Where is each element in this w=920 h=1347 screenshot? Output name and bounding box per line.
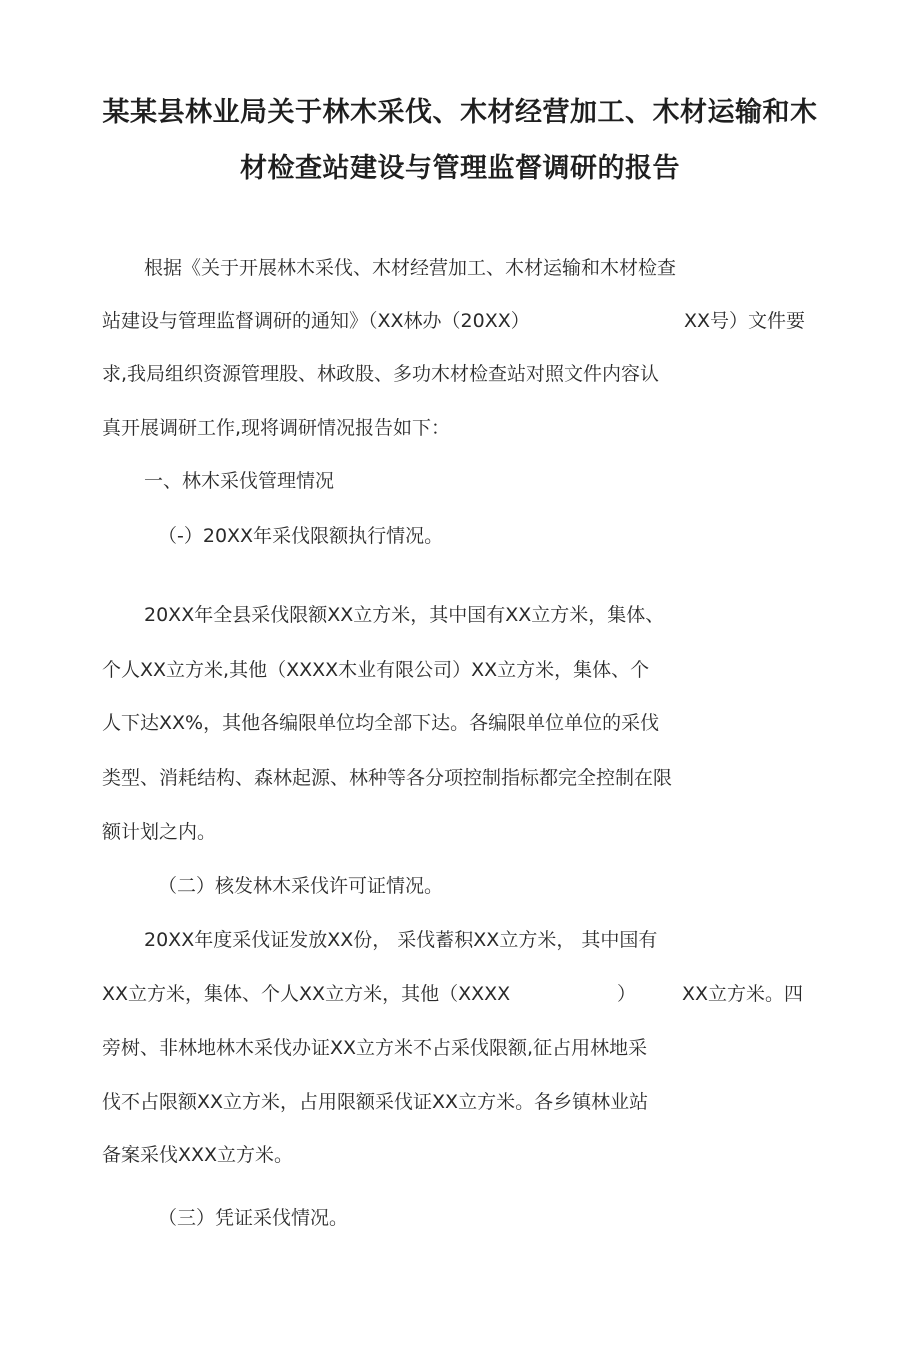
intro-line-1: 根据《关于开展林木采伐、木材经营加工、木材运输和木材检查: [144, 257, 677, 279]
sub1-line-2: 个人XX立方米,其他（XXXX木业有限公司）XX立方米，集体、个: [102, 659, 650, 681]
intro-line-4: 真开展调研工作,现将调研情况报告如下：: [102, 417, 451, 439]
sub1-line-4: 类型、消耗结构、森林起源、林种等各分项控制指标都完全控制在限: [102, 767, 673, 789]
sub2-line-2: [102, 982, 804, 1006]
intro-line-2-tail: XX号）文件要: [684, 310, 806, 332]
intro-line-3: 求,我局组织资源管理股、林政股、多功木材检查站对照文件内容认: [102, 363, 660, 385]
intro-line-2-text: 站建设与管理监督调研的通知》（XX林办（20XX）: [102, 310, 530, 332]
sub2-line-2-text: XX立方米，集体、个人XX立方米，其他（XXXX: [102, 983, 511, 1005]
document-title-line-2: 材检查站建设与管理监督调研的报告: [240, 153, 680, 184]
sub2-line-1: 20XX年度采伐证发放XX份， 采伐蓄积XX立方米， 其中国有: [144, 929, 658, 951]
intro-line-2: [102, 309, 806, 333]
sub2-line-4: 伐不占限额XX立方米，占用限额采伐证XX立方米。各乡镇林业站: [102, 1091, 649, 1113]
subsection-1-heading: （-）20XX年采伐限额执行情况。: [158, 525, 444, 547]
sub2-line-5: 备案采伐XXX立方米。: [102, 1144, 294, 1166]
sub1-line-5: 额计划之内。: [102, 821, 217, 843]
sub2-line-3: 旁树、非林地林木采伐办证XX立方米不占采伐限额,征占用林地采: [102, 1037, 648, 1059]
document-title-line-1: 某某县林业局关于林木采伐、木材经营加工、木材运输和木: [102, 97, 818, 128]
sub1-line-1: 20XX年全县采伐限额XX立方米，其中国有XX立方米，集体、: [144, 604, 665, 626]
subsection-3-heading: （三）凭证采伐情况。: [158, 1207, 349, 1229]
sub2-line-2-bracket: ）: [617, 983, 637, 1005]
sub1-line-3: 人下达XX%，其他各编限单位均全部下达。各编限单位单位的采伐: [102, 712, 660, 734]
sub2-line-2-tail: XX立方米。四: [682, 983, 804, 1005]
subsection-2-heading: （二）核发林木采伐许可证情况。: [158, 875, 444, 897]
section-1-heading: 一、林木采伐管理情况: [144, 470, 335, 492]
